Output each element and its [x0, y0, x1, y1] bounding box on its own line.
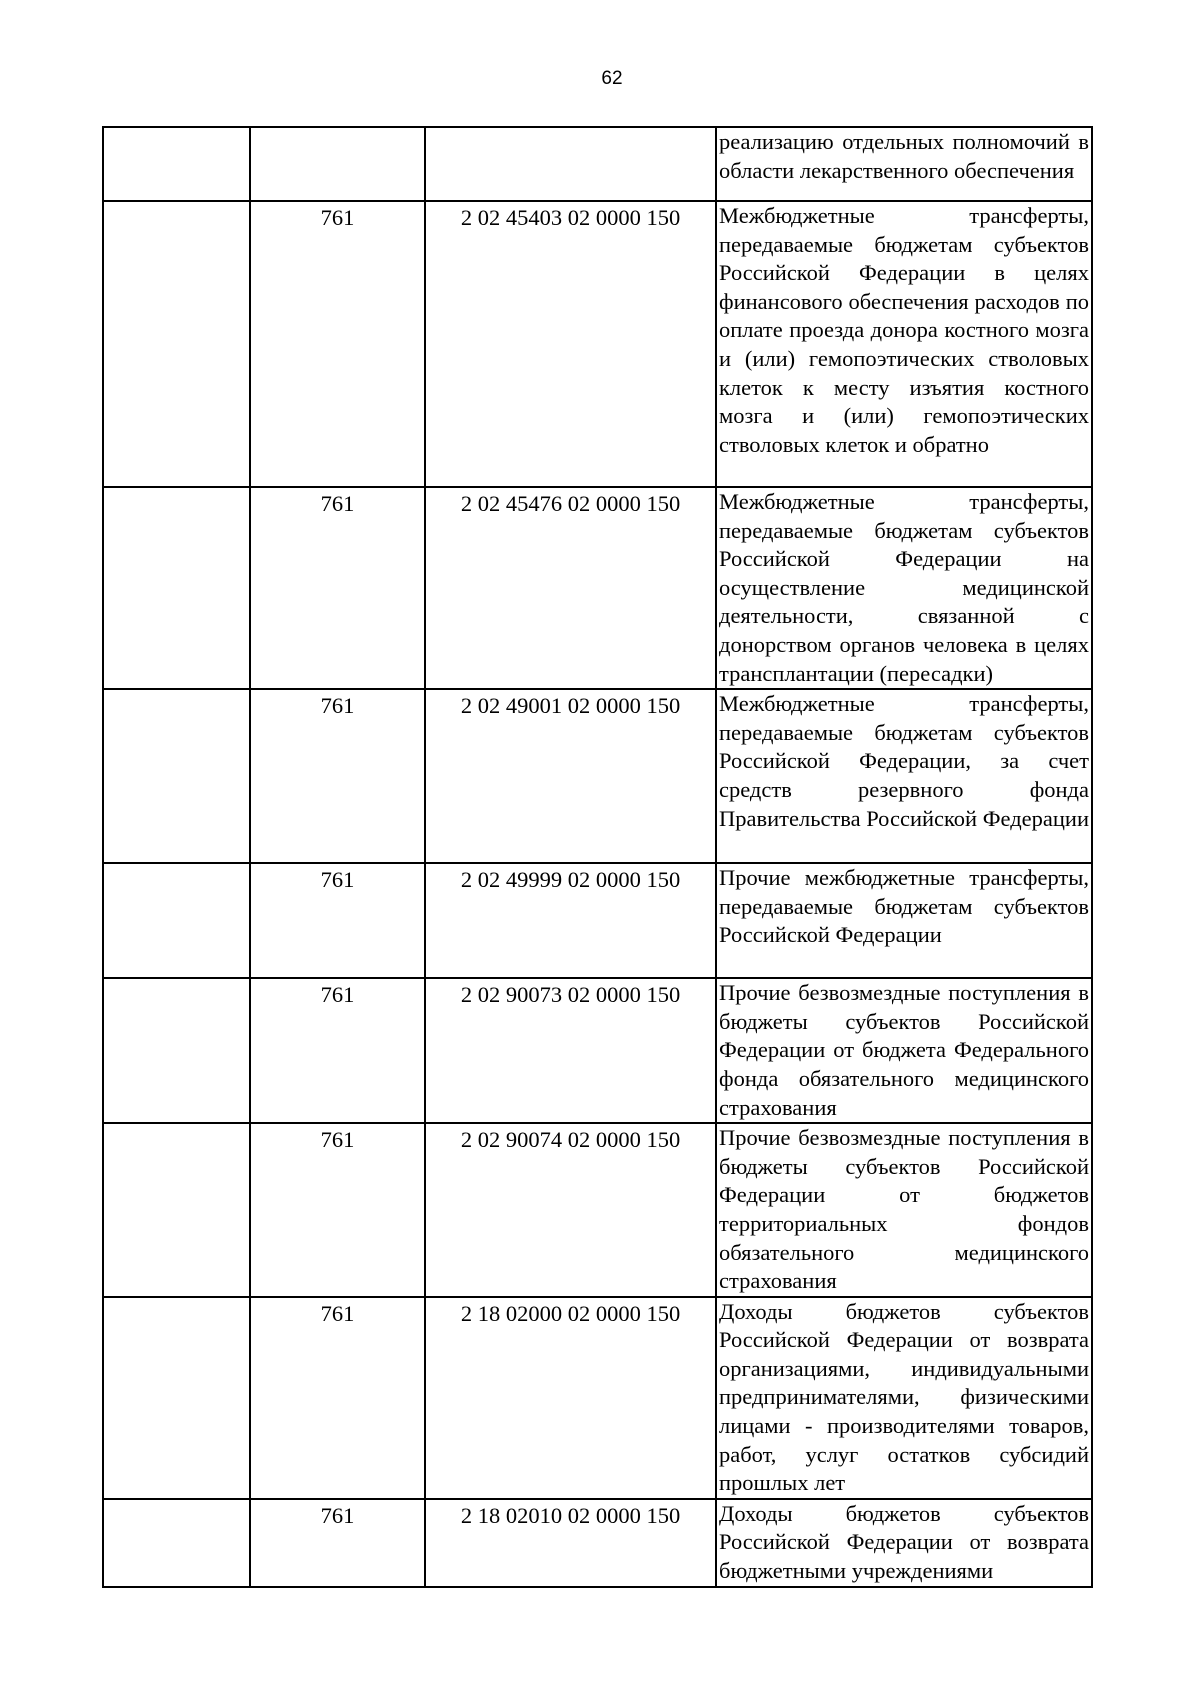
admin-code-cell: 761: [250, 1123, 425, 1297]
empty-cell: [103, 689, 250, 863]
description-text: Прочие межбюджетные трансферты, передаваемые бюджетам субъектов Российской Федерации: [719, 865, 1089, 948]
empty-cell: [103, 1123, 250, 1297]
empty-cell: [103, 487, 250, 689]
admin-code-cell: 761: [250, 863, 425, 978]
budget-code-cell: 2 02 45476 02 0000 150: [425, 487, 716, 689]
table-row: [103, 127, 1092, 201]
description-cell: [716, 978, 1092, 1123]
table-row: [103, 1123, 1092, 1297]
budget-code-cell: 2 02 90073 02 0000 150: [425, 978, 716, 1123]
description-text: Прочие безвозмездные поступления в бюджеты субъектов Российской Федерации от бюджета Федерального фонда обязательного медицинского страхования: [719, 980, 1089, 1120]
budget-code-cell: 2 02 49999 02 0000 150: [425, 863, 716, 978]
budget-codes-table: [102, 126, 1093, 1588]
description-text: реализацию отдельных полномочий в области лекарственного обеспечения: [719, 129, 1089, 183]
admin-code-cell: 761: [250, 978, 425, 1123]
budget-code-cell: 2 02 45403 02 0000 150: [425, 201, 716, 487]
table-row: [103, 487, 1092, 689]
description-text: Прочие безвозмездные поступления в бюджеты субъектов Российской Федерации от бюджетов территориальных фондов обязательного медицинского страхования: [719, 1125, 1089, 1294]
budget-code-cell: [425, 127, 716, 201]
admin-code-cell: 761: [250, 1297, 425, 1499]
table-row: [103, 978, 1092, 1123]
table-row: [103, 1297, 1092, 1499]
budget-code-cell: 2 18 02010 02 0000 150: [425, 1499, 716, 1587]
description-cell: [716, 201, 1092, 487]
empty-cell: [103, 1297, 250, 1499]
description-cell: [716, 127, 1092, 201]
description-cell: [716, 487, 1092, 689]
table-row: [103, 1499, 1092, 1587]
description-text: Межбюджетные трансферты, передаваемые бюджетам субъектов Российской Федерации в целях финансового обеспечения расходов по оплате проезда донора костного мозга и (или) гемопоэтических стволовых клеток к месту изъятия костного мозга и (или) гемопоэтических стволовых клеток и обратно: [719, 203, 1089, 457]
admin-code-cell: 761: [250, 487, 425, 689]
description-cell: [716, 863, 1092, 978]
table-row: [103, 863, 1092, 978]
description-cell: [716, 689, 1092, 863]
admin-code-cell: [250, 127, 425, 201]
description-cell: [716, 1499, 1092, 1587]
empty-cell: [103, 863, 250, 978]
page-number: 62: [601, 68, 623, 89]
budget-code-cell: 2 02 90074 02 0000 150: [425, 1123, 716, 1297]
empty-cell: [103, 1499, 250, 1587]
description-cell: [716, 1123, 1092, 1297]
table-row: [103, 689, 1092, 863]
admin-code-cell: 761: [250, 689, 425, 863]
admin-code-cell: 761: [250, 1499, 425, 1587]
table-row: [103, 201, 1092, 487]
empty-cell: [103, 201, 250, 487]
description-text: Доходы бюджетов субъектов Российской Федерации от возврата бюджетными учреждениями: [719, 1500, 1089, 1584]
description-text: Межбюджетные трансферты, передаваемые бюджетам субъектов Российской Федерации на осуществление медицинской деятельности, связанной с донорством органов человека в целях трансплантации (пересадки): [719, 489, 1089, 686]
empty-cell: [103, 127, 250, 201]
description-cell: [716, 1297, 1092, 1499]
budget-code-cell: 2 02 49001 02 0000 150: [425, 689, 716, 863]
admin-code-cell: 761: [250, 201, 425, 487]
description-text: Межбюджетные трансферты, передаваемые бюджетам субъектов Российской Федерации, за счет средств резервного фонда Правительства Российской Федерации: [719, 691, 1089, 831]
empty-cell: [103, 978, 250, 1123]
description-text: Доходы бюджетов субъектов Российской Федерации от возврата организациями, индивидуальными предпринимателями, физическими лицами - производителями товаров, работ, услуг остатков субсидий прошлых лет: [719, 1298, 1089, 1496]
budget-code-cell: 2 18 02000 02 0000 150: [425, 1297, 716, 1499]
